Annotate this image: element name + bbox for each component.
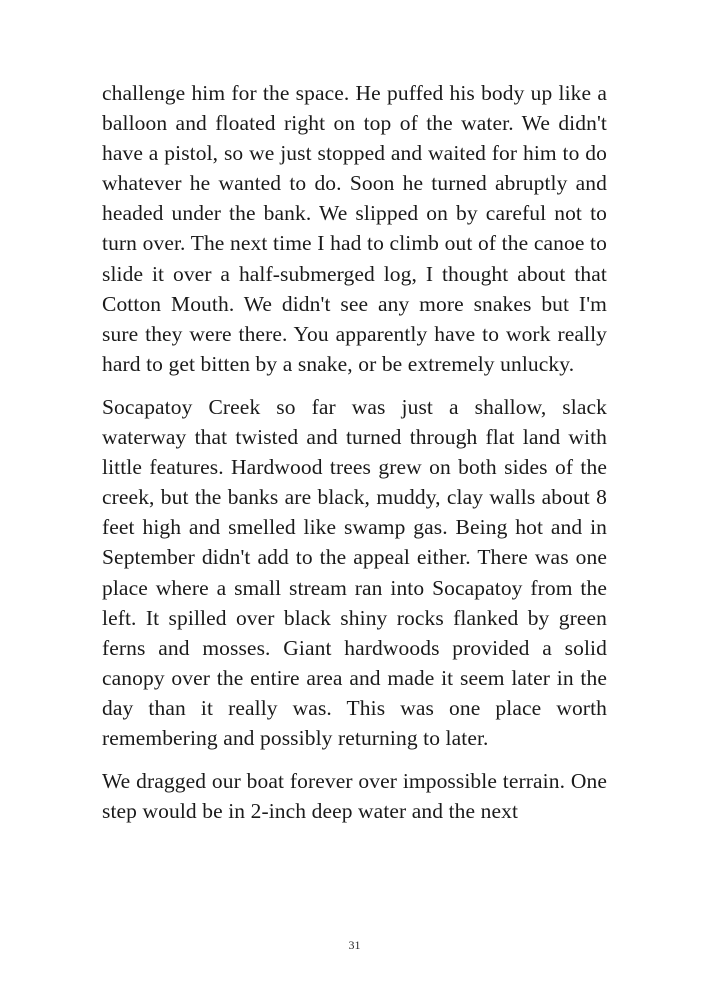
paragraph: Socapatoy Creek so far was just a shallow, slack waterway that twisted and turned through flat land with little features. Hardwood trees grew on both sides of the creek, but the banks are black, muddy, clay walls about 8 feet high and smelled like swamp gas. Being hot and in September didn't add to the appeal either. There was one place where a small stream ran into Socapatoy from the left. It spilled over black shiny rocks flanked by green ferns and mosses. Giant hardwoods provided a solid canopy over the entire area and made it seem later in the day than it really was. This was one place worth remembering and possibly returning to later.: [102, 394, 607, 750]
paragraph: challenge him for the space. He puffed his body up like a balloon and floated right on top of the water. We didn't have a pistol, so we just stopped and waited for him to do whatever he wanted to do. Soon he turned abruptly and headed under the bank. We slipped on by careful not to turn over. The next time I had to climb out of the canoe to slide it over a half-submerged log, I thought about that Cotton Mouth. We didn't see any more snakes but I'm sure they were there. You apparently have to work really hard to get bitten by a snake, or be extremely unlucky.: [102, 81, 607, 376]
page-text-body: [102, 78, 607, 826]
paragraph: We dragged our boat forever over impossible terrain. One step would be in 2-inch deep water and the next: [102, 769, 607, 824]
page-number: 31: [348, 938, 361, 952]
